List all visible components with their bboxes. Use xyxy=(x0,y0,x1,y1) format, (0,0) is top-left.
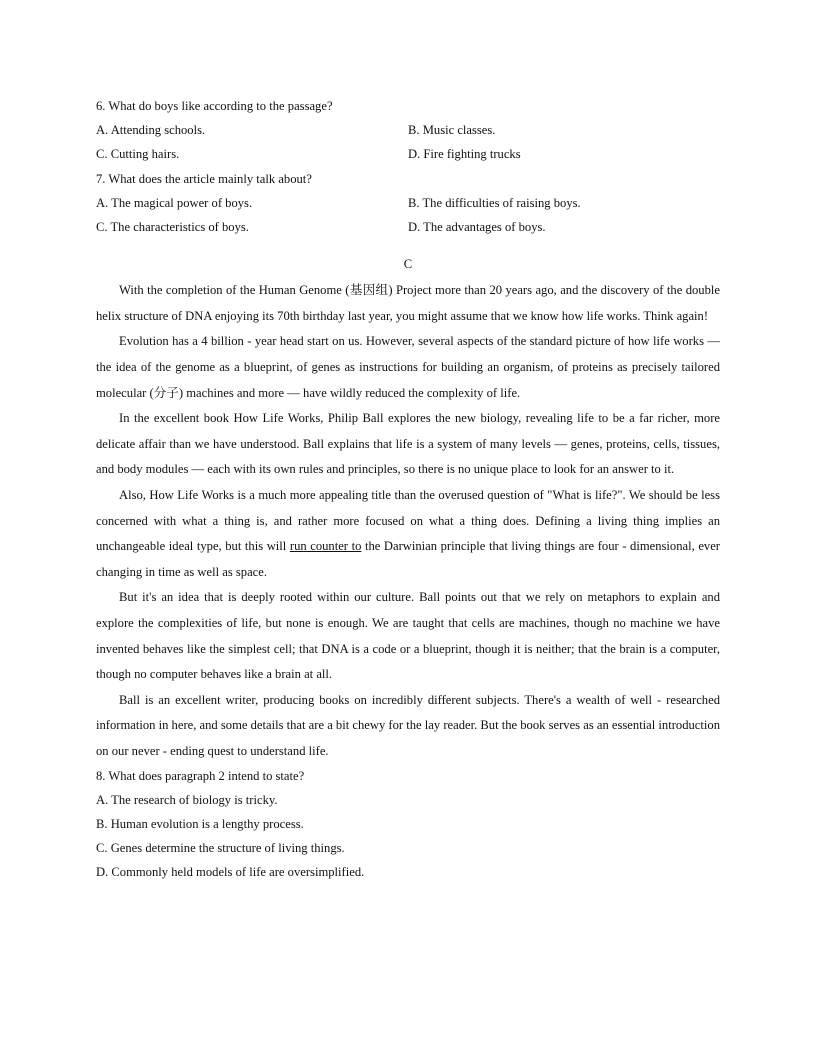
underlined-phrase: run counter to xyxy=(289,539,362,554)
question-6-options-row-2 xyxy=(96,142,720,166)
passage-paragraph-3: In the excellent book How Life Works, Philip Ball explores the new biology, revealing life to be a far richer, more delicate affair than we have understood. Ball explains that life is a system of many levels — genes, proteins, cells, tissues, and body modules — each with its own rules and principles, so there is no unique place to look for an answer to it. xyxy=(96,411,720,477)
option-c: C. The characteristics of boys. xyxy=(96,219,249,234)
question-8-option-b: B. Human evolution is a lengthy process. xyxy=(96,817,304,832)
option-b: B. The difficulties of raising boys. xyxy=(408,195,581,210)
question-8-option-c: C. Genes determine the structure of living things. xyxy=(96,841,345,856)
exam-page xyxy=(96,94,720,884)
question-8-option-d: D. Commonly held models of life are oversimplified. xyxy=(96,865,365,880)
question-6-options-row-1 xyxy=(96,118,720,142)
option-a: A. Attending schools. xyxy=(96,123,206,137)
paragraph-4-text-start: Also, How Life Works is a much more appealing title than the overused question of "What is life?". We should be less concerned with what a thing is, and rather more focused on what a thing does. Defining a living thing implies an unchangeable ideal type, but this will xyxy=(96,487,720,554)
option-c: C. Cutting hairs. xyxy=(96,147,180,162)
option-d: D. Fire fighting trucks xyxy=(408,147,521,162)
question-7-options-row-2 xyxy=(96,215,720,239)
paragraph-4-text-end: the Darwinian principle that living things are four - dimensional, ever changing in time as well as space. xyxy=(96,539,720,579)
section-label: C xyxy=(403,257,413,272)
option-d: D. The advantages of boys. xyxy=(408,219,546,234)
question-7: 7. What does the article mainly talk about? xyxy=(96,171,312,186)
question-6: 6. What do boys like according to the passage? xyxy=(96,99,333,113)
question-8-option-a: A. The research of biology is tricky. xyxy=(96,793,278,808)
question-7-options-row-1 xyxy=(96,191,720,215)
passage-paragraph-4 xyxy=(96,483,720,585)
passage-paragraph-5: But it's an idea that is deeply rooted within our culture. Ball points out that we rely on metaphors to explain and explore the complexities of life, but none is enough. We are taught that cells are machines, though no machine we have invented behaves like the simplest cell; that DNA is a code or a blueprint, though it is neither; that the brain is a computer, though no computer behaves like a brain at all. xyxy=(96,590,720,682)
option-a: A. The magical power of boys. xyxy=(96,195,253,210)
question-8: 8. What does paragraph 2 intend to state? xyxy=(96,769,305,784)
passage-paragraph-2: Evolution has a 4 billion - year head start on us. However, several aspects of the standard picture of how life works — the idea of the genome as a blueprint, of genes as instructions for building an organism, of proteins as precisely tailored molecular (分子) machines and more — have wildly reduced the complexity of life. xyxy=(96,334,720,400)
passage-paragraph-6: Ball is an excellent writer, producing books on incredibly different subjects. There's a wealth of well - researched information in here, and some details that are a bit chewy for the lay reader. But the book serves as an essential introduction on our never - ending quest to understand life. xyxy=(96,692,720,758)
option-b: B. Music classes. xyxy=(408,123,496,137)
passage-paragraph-1: With the completion of the Human Genome (基因组) Project more than 20 years ago, and the discovery of the double helix structure of DNA enjoying its 70th birthday last year, you might assume that we know how life works. Think again! xyxy=(96,283,720,323)
